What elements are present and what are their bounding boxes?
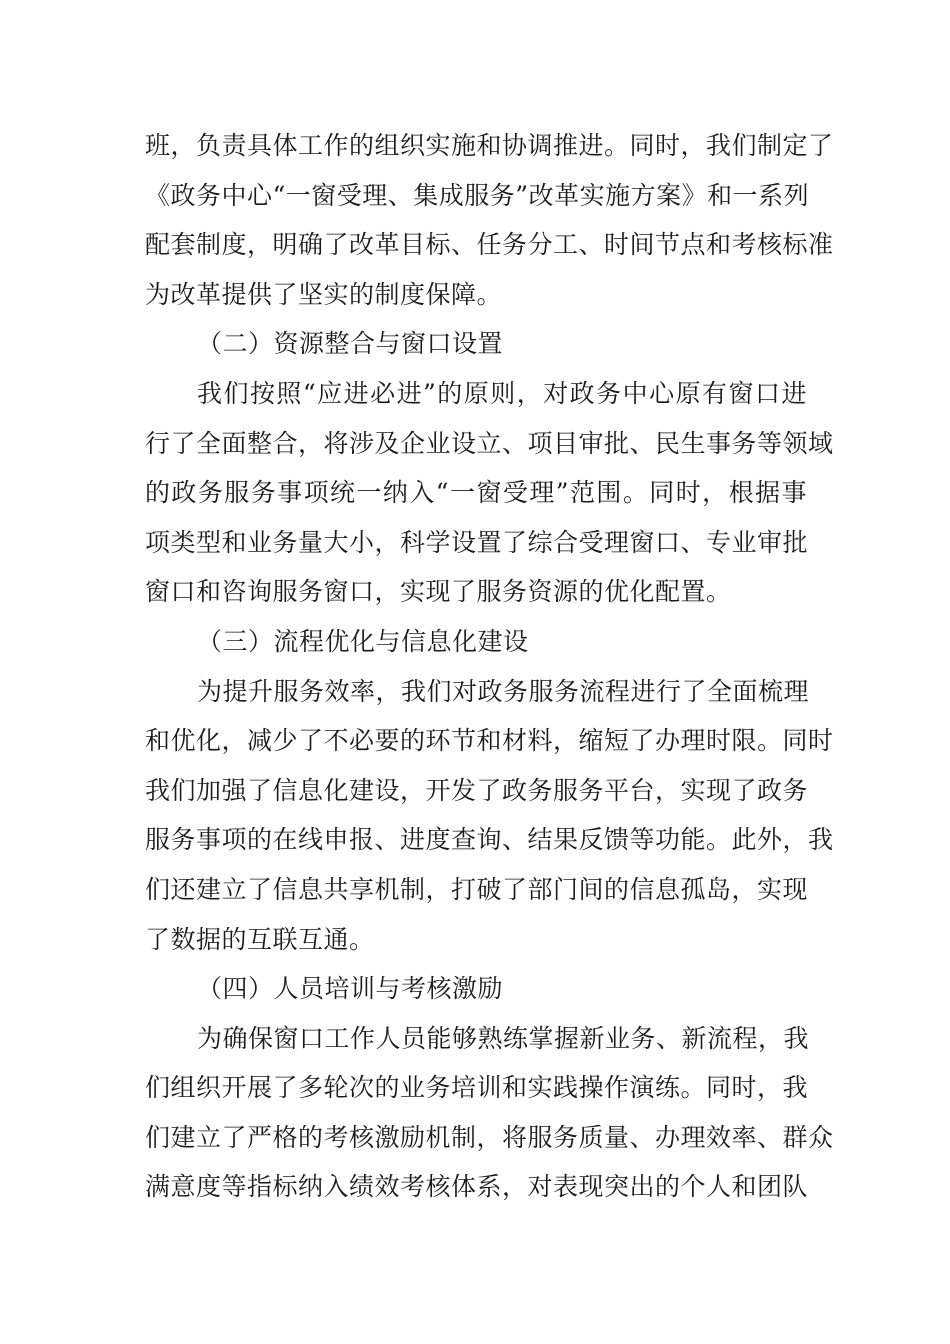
paragraph-line: 项类型和业务量大小，科学设置了综合受理窗口、专业审批 xyxy=(145,527,809,557)
paragraph-line: 行了全面整合，将涉及企业设立、项目审批、民生事务等领域 xyxy=(145,428,834,458)
paragraph-line: 们还建立了信息共享机制，打破了部门间的信息孤岛，实现 xyxy=(145,874,809,904)
paragraph-line: 为确保窗口工作人员能够熟练掌握新业务、新流程，我 xyxy=(197,1023,810,1053)
paragraph-line: 和优化，减少了不必要的环节和材料，缩短了办理时限。同时 xyxy=(145,726,834,756)
document-page xyxy=(145,121,834,1212)
paragraph-line: 《政务中心“一窗受理、集成服务”改革实施方案》和一系列 xyxy=(145,180,810,210)
paragraph-line: 了数据的互联互通。 xyxy=(145,924,375,954)
paragraph-line: 班，负责具体工作的组织实施和协调推进。同时，我们制定了 xyxy=(145,131,834,160)
paragraph-line: 我们加强了信息化建设，开发了政务服务平台，实现了政务 xyxy=(145,775,809,805)
paragraph-line: 们组织开展了多轮次的业务培训和实践操作演练。同时，我 xyxy=(145,1073,809,1103)
paragraph-line: 满意度等指标纳入绩效考核体系，对表现突出的个人和团队 xyxy=(145,1172,809,1202)
paragraph-line: 服务事项的在线申报、进度查询、结果反馈等功能。此外，我 xyxy=(145,825,834,855)
paragraph-line: 我们按照“应进必进”的原则，对政务中心原有窗口进 xyxy=(197,378,807,408)
paragraph-line: 为改革提供了坚实的制度保障。 xyxy=(145,279,503,309)
section-heading-2: （二）资源整合与窗口设置 xyxy=(197,329,504,359)
section-heading-3: （三）流程优化与信息化建设 xyxy=(197,626,529,656)
paragraph-line: 的政务服务事项统一纳入“一窗受理”范围。同时，根据事 xyxy=(145,478,807,508)
section-heading-4: （四）人员培训与考核激励 xyxy=(197,974,504,1004)
paragraph-line: 窗口和咨询服务窗口，实现了服务资源的优化配置。 xyxy=(145,577,732,607)
paragraph-line: 为提升服务效率，我们对政务服务流程进行了全面梳理 xyxy=(197,676,810,706)
paragraph-line: 配套制度，明确了改革目标、任务分工、时间节点和考核标准 xyxy=(145,230,834,260)
paragraph-line: 们建立了严格的考核激励机制，将服务质量、办理效率、群众 xyxy=(145,1122,834,1152)
